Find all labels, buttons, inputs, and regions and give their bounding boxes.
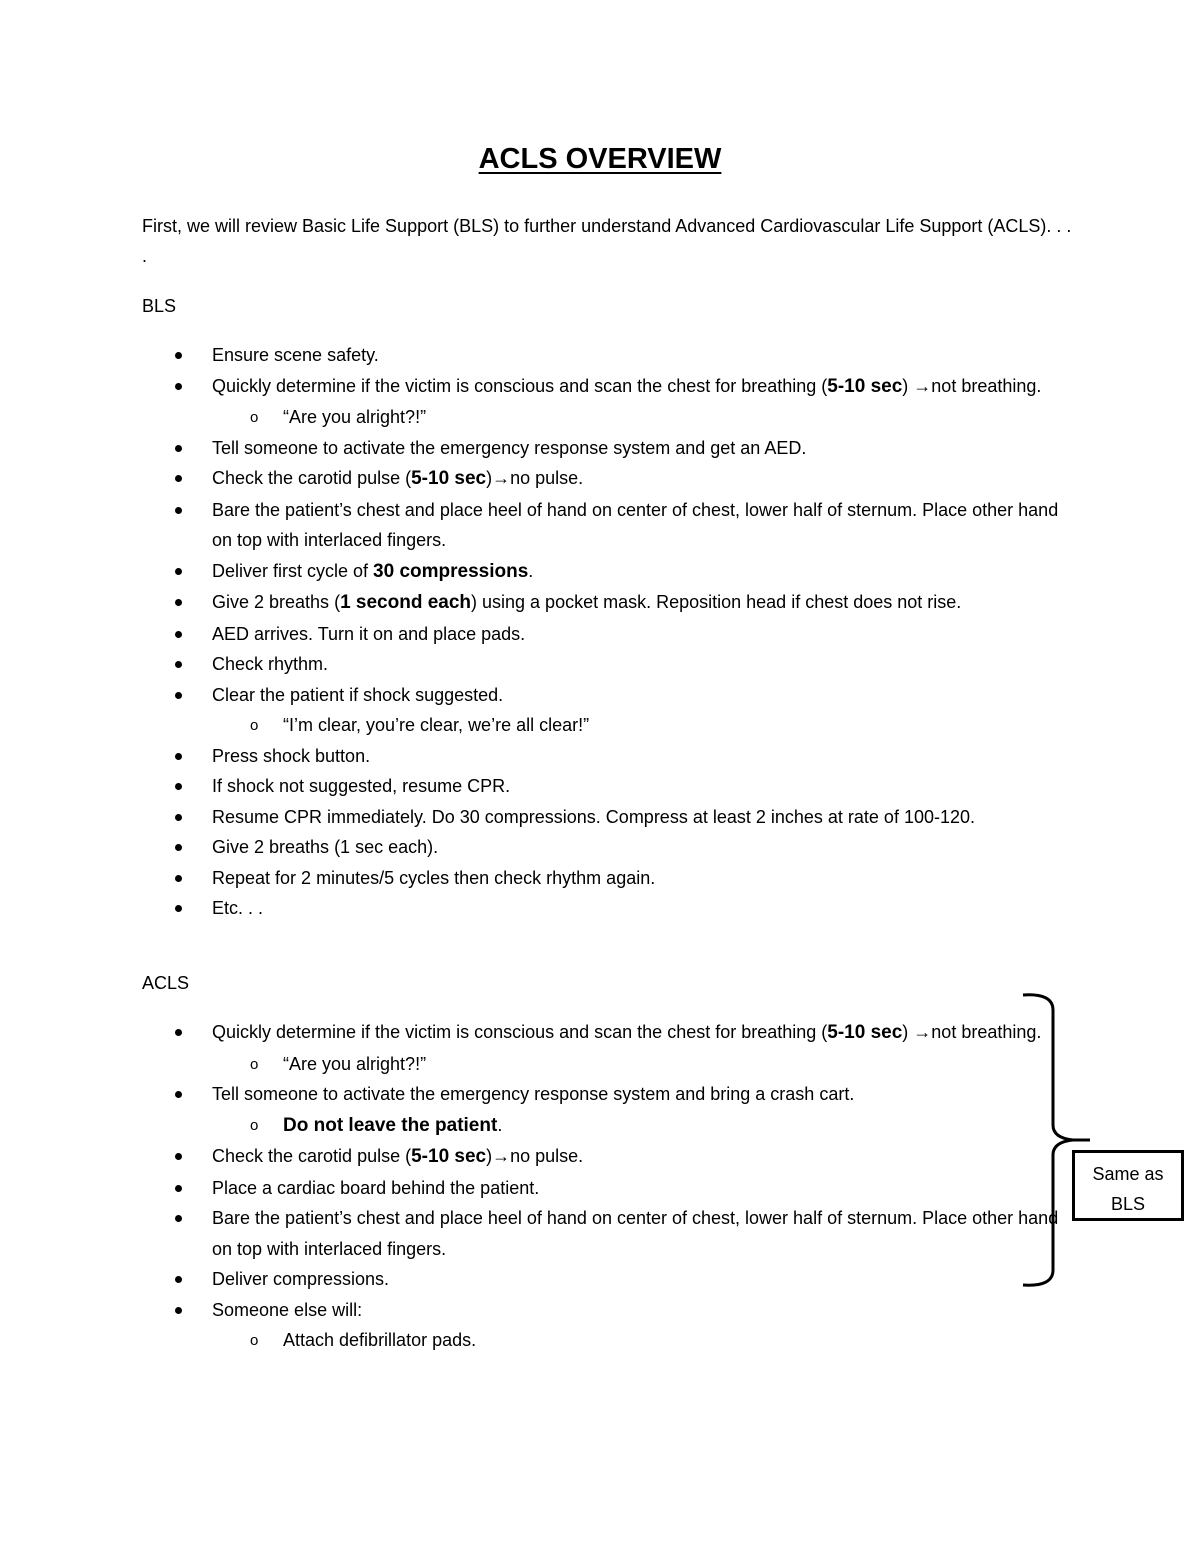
list-item: Etc. . . xyxy=(142,893,1062,924)
bullet-icon xyxy=(175,783,182,790)
bullet-icon xyxy=(175,661,182,668)
sub-bullet-icon: o xyxy=(250,1116,259,1134)
sub-list-item: o “Are you alright?!” xyxy=(142,1049,1062,1080)
callout-line-1: Same as xyxy=(1092,1164,1164,1184)
list-item: Repeat for 2 minutes/5 cycles then check rhythm again. xyxy=(142,863,1062,894)
bullet-icon xyxy=(175,631,182,638)
bullet-icon xyxy=(175,475,182,482)
list-item: Check the carotid pulse (5-10 sec)→no pulse. xyxy=(142,1141,1062,1173)
list-item: Deliver compressions. xyxy=(142,1264,1062,1295)
list-item: Give 2 breaths (1 second each) using a pocket mask. Reposition head if chest does not rise. xyxy=(142,587,1062,619)
sub-bullet-icon: o xyxy=(250,1055,259,1073)
curly-bracket-icon xyxy=(1015,990,1095,1290)
acls-heading: ACLS xyxy=(142,973,190,993)
sub-bullet-icon: o xyxy=(250,409,259,426)
list-item: Tell someone to activate the emergency response system and get an AED. xyxy=(142,433,1062,464)
bullet-icon xyxy=(175,692,182,699)
list-item: Check the carotid pulse (5-10 sec)→no pulse. xyxy=(142,463,1062,495)
list-item: AED arrives. Turn it on and place pads. xyxy=(142,619,1062,650)
bullet-icon xyxy=(175,905,182,912)
sub-bullet-icon: o xyxy=(250,717,259,734)
bullet-icon xyxy=(175,445,182,452)
bullet-icon xyxy=(175,753,182,760)
bullet-icon xyxy=(175,352,182,359)
bullet-icon xyxy=(175,844,182,851)
list-item: Give 2 breaths (1 sec each). xyxy=(142,832,1062,863)
bullet-icon xyxy=(175,1185,182,1192)
list-item: Press shock button. xyxy=(142,741,1062,772)
sub-bullet-icon: o xyxy=(250,1332,259,1349)
same-as-bls-callout xyxy=(1072,1150,1184,1221)
bullet-icon xyxy=(175,599,182,606)
list-item: Check rhythm. xyxy=(142,649,1062,680)
bullet-icon xyxy=(175,1215,182,1222)
list-item: Quickly determine if the victim is conscious and scan the chest for breathing (5-10 sec) →not breathing. xyxy=(142,371,1062,403)
acls-list xyxy=(142,1017,1062,1356)
bullet-icon xyxy=(175,814,182,821)
list-item: Resume CPR immediately. Do 30 compressions. Compress at least 2 inches at rate of 100-120. xyxy=(142,802,1062,833)
list-item: If shock not suggested, resume CPR. xyxy=(142,771,1062,802)
bullet-icon xyxy=(175,1153,182,1160)
bullet-icon xyxy=(175,1091,182,1098)
bls-heading: BLS xyxy=(142,296,177,316)
bullet-icon xyxy=(175,383,182,390)
bullet-icon xyxy=(175,1307,182,1314)
list-item: Someone else will: xyxy=(142,1295,1062,1326)
bls-list xyxy=(142,340,1062,924)
list-item: Place a cardiac board behind the patient. xyxy=(142,1173,1062,1204)
sub-list-item: o “Are you alright?!” xyxy=(142,402,1062,433)
sub-list-item: o Attach defibrillator pads. xyxy=(142,1325,1062,1356)
bullet-icon xyxy=(175,507,182,514)
sub-list-item: o Do not leave the patient. xyxy=(142,1110,1062,1142)
intro-paragraph: First, we will review Basic Life Support (BLS) to further understand Advanced Cardiovascular Life Support (ACLS). . . . xyxy=(142,216,1072,266)
list-item: Quickly determine if the victim is conscious and scan the chest for breathing (5-10 sec) →not breathing. xyxy=(142,1017,1062,1049)
list-item: Ensure scene safety. xyxy=(142,340,1062,371)
bullet-icon xyxy=(175,568,182,575)
page-title: ACLS OVERVIEW xyxy=(478,143,722,175)
bullet-icon xyxy=(175,1276,182,1283)
list-item: Bare the patient’s chest and place heel of hand on center of chest, lower half of sternum. Place other hand on top with interlaced fingers. xyxy=(142,495,1062,556)
bullet-icon xyxy=(175,1029,182,1036)
list-item: Tell someone to activate the emergency response system and bring a crash cart. xyxy=(142,1079,1062,1110)
callout-line-2: BLS xyxy=(1110,1194,1146,1214)
list-item: Clear the patient if shock suggested. xyxy=(142,680,1062,711)
sub-list-item: o “I’m clear, you’re clear, we’re all clear!” xyxy=(142,710,1062,741)
list-item: Bare the patient’s chest and place heel of hand on center of chest, lower half of sternum. Place other hand on top with interlaced fingers. xyxy=(142,1203,1062,1264)
bullet-icon xyxy=(175,875,182,882)
list-item: Deliver first cycle of 30 compressions. xyxy=(142,556,1062,588)
